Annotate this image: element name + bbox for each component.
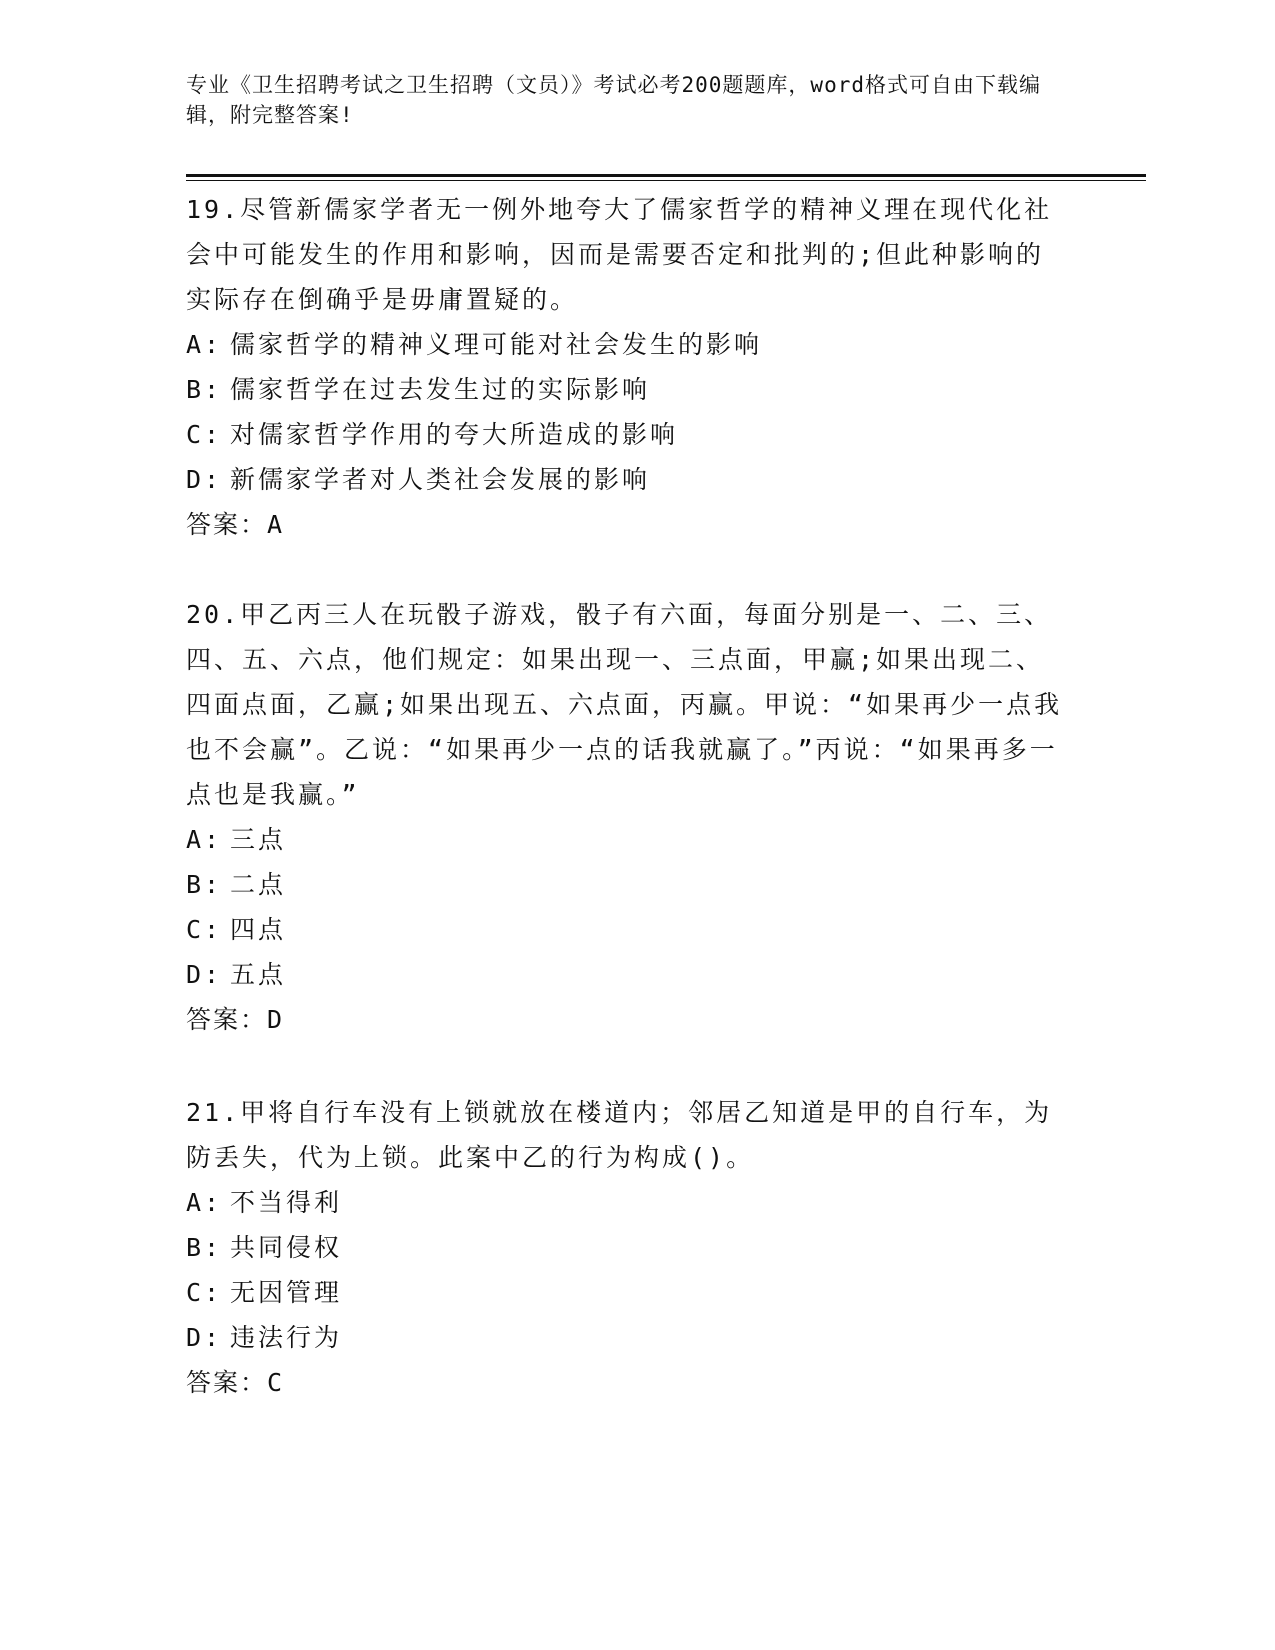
question-stem: 21.甲将自行车没有上锁就放在楼道内；邻居乙知道是甲的自行车，为防丢失，代为上锁。此案中乙的行为构成()。 (186, 1098, 1053, 1172)
option-letter: D: (186, 1323, 223, 1352)
document-header: 专业《卫生招聘考试之卫生招聘（文员）》考试必考200题题库，word格式可自由下载编辑，附完整答案! (186, 73, 1041, 127)
question-21 (186, 1090, 1066, 1405)
answer-label: 答案： (186, 1005, 268, 1034)
option-letter: B: (186, 1233, 223, 1262)
option-text: 无因管理 (230, 1278, 343, 1307)
option-letter: C: (186, 420, 223, 449)
option-a (186, 322, 1066, 367)
question-stem: 19.尽管新儒家学者无一例外地夸大了儒家哲学的精神义理在现代化社会中可能发生的作用和影响，因而是需要否定和批判的;但此种影响的实际存在倒确乎是毋庸置疑的。 (186, 195, 1053, 314)
header-rule-thick (186, 174, 1146, 177)
option-text: 违法行为 (230, 1323, 343, 1352)
option-text: 共同侵权 (230, 1233, 343, 1262)
answer-label: 答案： (186, 510, 268, 539)
option-text: 四点 (230, 915, 287, 944)
header-rule-thin (186, 180, 1146, 181)
option-text: 不当得利 (230, 1188, 343, 1217)
option-text: 儒家哲学在过去发生过的实际影响 (230, 375, 651, 404)
option-b (186, 862, 1066, 907)
option-d (186, 952, 1066, 997)
answer-value: D (267, 1005, 285, 1034)
option-letter: D: (186, 960, 223, 989)
option-letter: A: (186, 1188, 223, 1217)
answer-value: C (267, 1368, 285, 1397)
option-letter: D: (186, 465, 223, 494)
option-text: 新儒家学者对人类社会发展的影响 (230, 465, 651, 494)
answer-value: A (267, 510, 285, 539)
option-d (186, 457, 1066, 502)
option-letter: A: (186, 330, 223, 359)
option-text: 儒家哲学的精神义理可能对社会发生的影响 (230, 330, 763, 359)
option-letter: B: (186, 870, 223, 899)
option-b (186, 367, 1066, 412)
option-a (186, 1180, 1066, 1225)
option-text: 五点 (230, 960, 287, 989)
option-letter: A: (186, 825, 223, 854)
option-letter: C: (186, 915, 223, 944)
answer-label: 答案： (186, 1368, 268, 1397)
option-text: 对儒家哲学作用的夸大所造成的影响 (230, 420, 679, 449)
answer-line (186, 1360, 1066, 1405)
question-19 (186, 187, 1066, 547)
option-c (186, 907, 1066, 952)
question-stem: 20.甲乙丙三人在玩骰子游戏，骰子有六面，每面分别是一、二、三、四、五、六点，他们规定：如果出现一、三点面，甲赢;如果出现二、四面点面，乙赢;如果出现五、六点面，丙赢。甲说：“如果再少一点我也不会赢”。乙说：“如果再少一点的话我就赢了。”丙说：“如果再多一点也是我赢。” (186, 600, 1063, 809)
answer-line (186, 997, 1066, 1042)
option-c (186, 1270, 1066, 1315)
answer-line (186, 502, 1066, 547)
option-d (186, 1315, 1066, 1360)
option-text: 三点 (230, 825, 287, 854)
question-20 (186, 592, 1066, 1042)
option-letter: B: (186, 375, 223, 404)
option-text: 二点 (230, 870, 287, 899)
option-a (186, 817, 1066, 862)
option-c (186, 412, 1066, 457)
option-b (186, 1225, 1066, 1270)
option-letter: C: (186, 1278, 223, 1307)
